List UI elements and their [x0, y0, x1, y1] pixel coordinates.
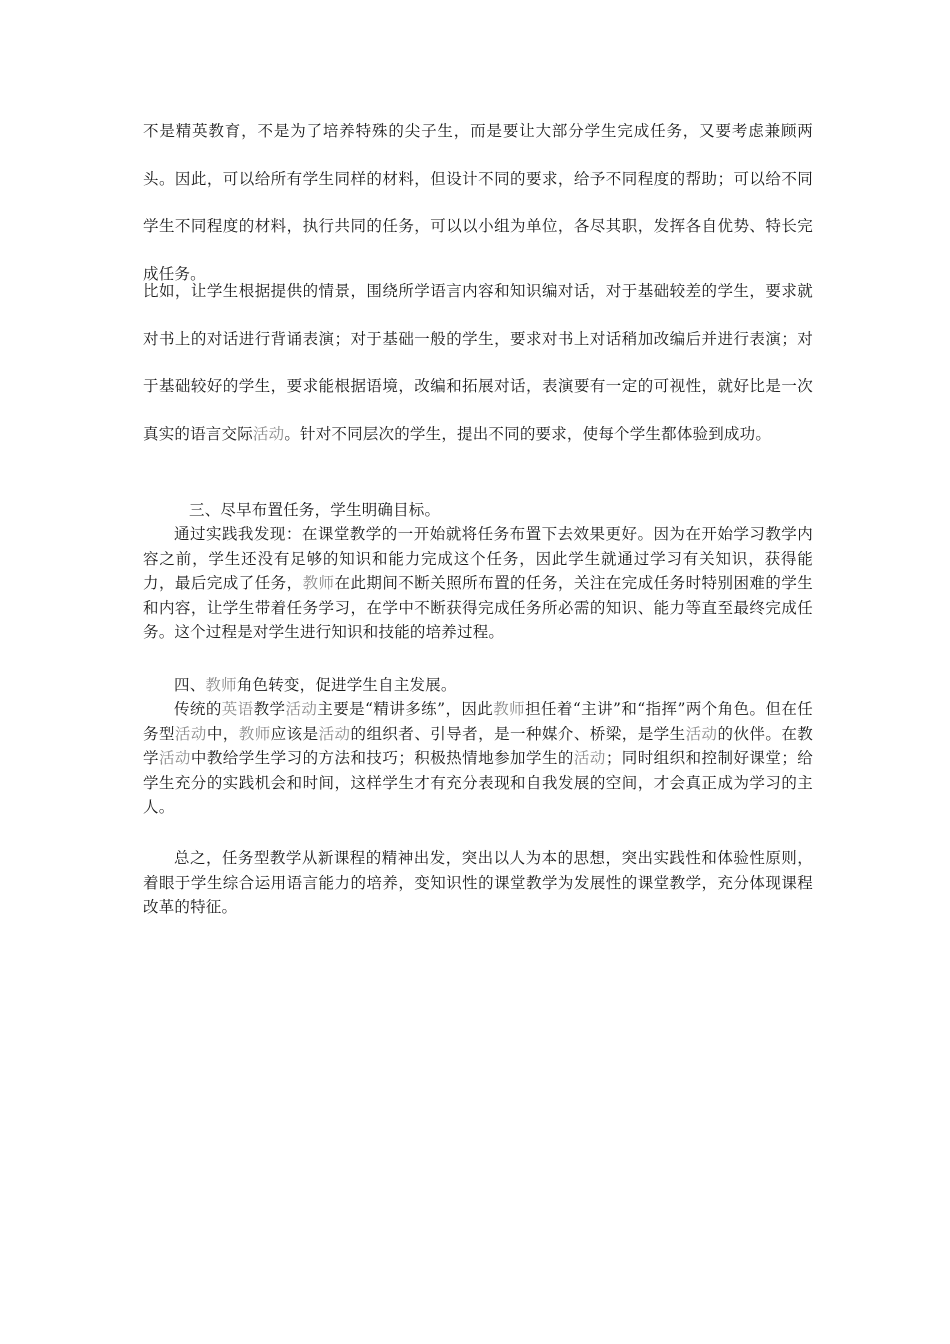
- text-segment: 通过实践我发现：在课堂教学的一开始就将任务布置下去效果更好。因为在开始学习教学内容之前，学生还没有足够的知识和能力完成这个任务，因此学生就通过学习有关知识，获得能力，最后完成了任务，: [143, 525, 813, 592]
- paragraph-teacher-role: [143, 697, 813, 820]
- text-segment: 中，: [206, 724, 239, 743]
- text-segment: 传统的: [174, 700, 222, 718]
- heading-text: 三、尽早布置任务，学生明确目标。: [189, 501, 441, 519]
- text-segment: 角色转变，促进学生自主发展。: [236, 676, 457, 694]
- keyword-link[interactable]: 活动: [252, 424, 285, 443]
- text-segment: 的伙伴。在教学: [143, 724, 814, 767]
- keyword-link[interactable]: 活动: [685, 724, 718, 743]
- paragraph-conclusion: [143, 846, 813, 920]
- keyword-link[interactable]: 教师: [238, 724, 271, 743]
- text-segment: 。针对不同层次的学生，提出不同的要求，使每个学生都体验到成功。: [284, 424, 772, 443]
- text-segment: 担任着“主讲”和“指挥”两个角色。但在任务型: [143, 700, 813, 743]
- keyword-link[interactable]: 活动: [285, 700, 318, 718]
- text-segment: ；同时组织和控制好课堂；给学生充分的实践机会和时间，这样学生才有充分表现和自我发展的空间，才会真正成为学习的主人。: [143, 749, 814, 816]
- text-segment: 应该是: [270, 724, 319, 743]
- text-segment: 主要是“精讲多练”，因此: [317, 700, 494, 718]
- text-segment: 教学: [253, 700, 286, 718]
- keyword-link[interactable]: 教师: [493, 700, 526, 718]
- paragraph-dialogue-example: [143, 268, 813, 458]
- keyword-link[interactable]: 活动: [573, 749, 606, 767]
- text-segment: 中教给学生学习的方法和技巧；积极热情地参加学生的: [190, 749, 574, 767]
- text-segment: 总之，任务型教学从新课程的精神出发，突出以人为本的思想，突出实践性和体验性原则，着眼于学生综合运用语言能力的培养，变知识性的课堂教学为发展性的课堂教学，充分体现课程改革的特征。: [143, 849, 813, 916]
- heading-section-four: [143, 673, 813, 698]
- heading-section-three: [189, 498, 789, 523]
- text-segment: 的组织者、引导者，是一种媒介、桥梁，是学生: [350, 724, 686, 743]
- keyword-link[interactable]: 活动: [158, 749, 191, 767]
- keyword-link[interactable]: 教师: [205, 676, 237, 694]
- keyword-link[interactable]: 教师: [302, 574, 335, 592]
- paragraph-assign-tasks-early: [143, 522, 813, 645]
- text-segment: 不是精英教育，不是为了培养特殊的尖子生，而是要让大部分学生完成任务，又要考虑兼顾两头。因此，可以给所有学生同样的材料，但设计不同的要求，给予不同程度的帮助；可以给不同学生不同程度的材料，执行共同的任务，可以以小组为单位，各尽其职，发挥各自优势、特长完成任务。: [143, 122, 813, 283]
- text-segment: 在此期间不断关照所布置的任务，关注在完成任务时特别困难的学生和内容，让学生带着任务学习，在学中不断获得完成任务所必需的知识、能力等直至最终完成任务。这个过程是对学生进行知识和技能的培养过程。: [143, 574, 813, 641]
- keyword-link[interactable]: 活动: [318, 724, 351, 743]
- text-segment: 比如，让学生根据提供的情景，围绕所学语言内容和知识编对话，对于基础较差的学生，要求就对书上的对话进行背诵表演；对于基础一般的学生，要求对书上对话稍加改编后并进行表演；对于基础较好的学生，要求能根据语境，改编和拓展对话，表演要有一定的可视性，就好比是一次真实的语言交际: [143, 282, 813, 443]
- keyword-link[interactable]: 活动: [174, 724, 207, 743]
- keyword-link[interactable]: 英语: [221, 700, 254, 718]
- text-segment: 四、: [174, 676, 206, 694]
